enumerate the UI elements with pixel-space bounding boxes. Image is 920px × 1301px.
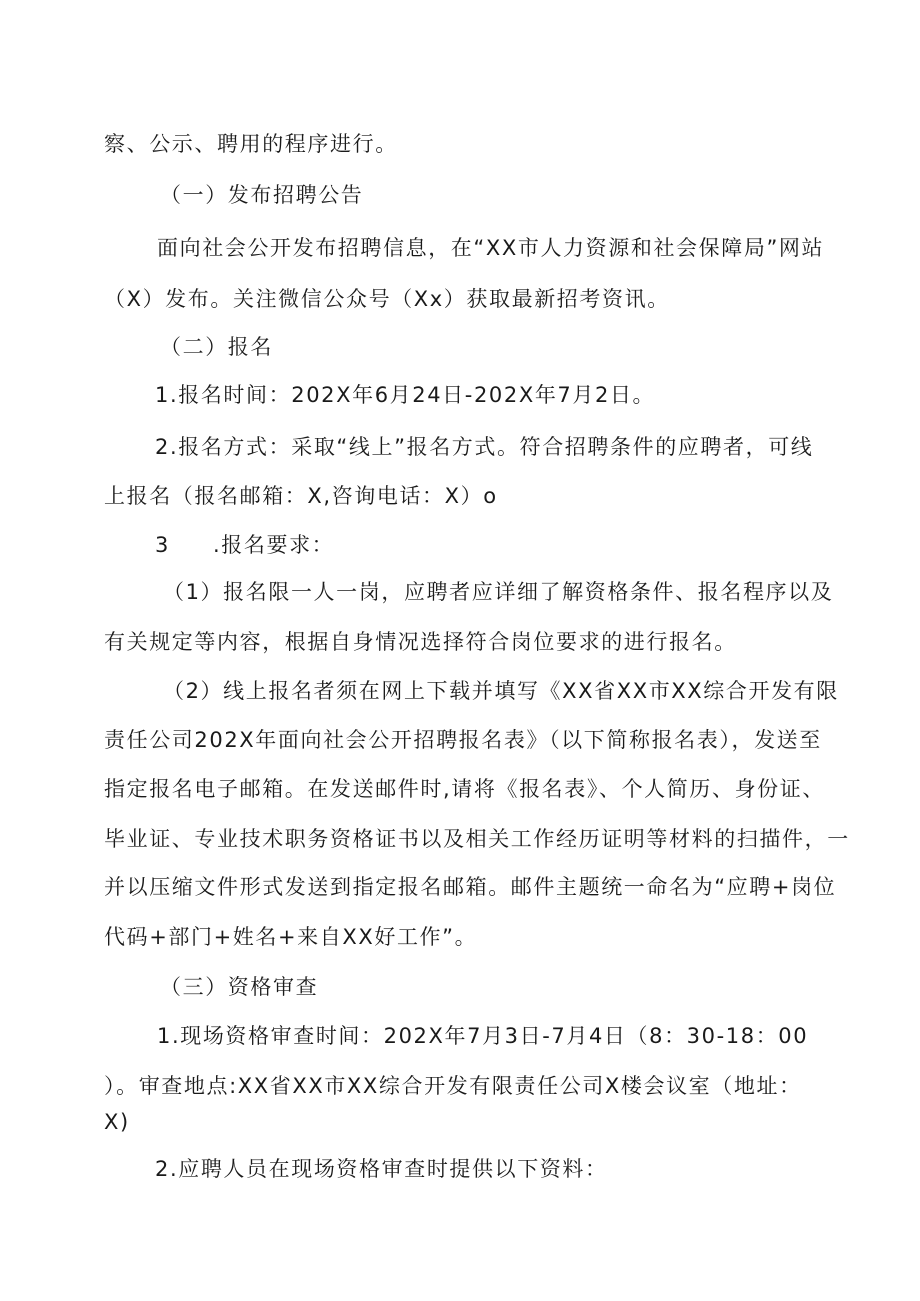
section-heading-1: （一）发布招聘公告	[160, 183, 364, 207]
list-item: 2.应聘人员在现场资格审查时提供以下资料：	[155, 1157, 608, 1181]
list-item: 1.报名时间：202X年6月24日-202X年7月2日。	[155, 383, 656, 407]
paragraph-line: 上报名（报名邮箱：X,咨询电话：X）o	[104, 484, 498, 508]
section-heading-2: （二）报名	[160, 335, 273, 359]
paragraph-line: X)	[104, 1110, 130, 1134]
paragraph-line: 察、公示、聘用的程序进行。	[104, 132, 398, 156]
paragraph-line: 有关规定等内容，根据自身情况选择符合岗位要求的进行报名。	[104, 630, 737, 654]
section-heading-3: （三）资格审查	[160, 975, 319, 999]
list-item: 1.现场资格审查时间：202X年7月3日-7月4日（8：30-18：00	[157, 1024, 809, 1048]
list-item: 2.报名方式：采取“线上”报名方式。符合招聘条件的应聘者，可线	[155, 435, 814, 459]
paragraph-line: 责任公司202X年面向社会公开招聘报名表》（以下简称报名表），发送至	[104, 728, 822, 752]
sub-item: （2）线上报名者须在网上下载并填写《XX省XX市XX综合开发有限	[163, 679, 839, 703]
sub-item: （1）报名限一人一岗，应聘者应详细了解资格条件、报名程序以及	[163, 580, 834, 604]
list-item-text: .报名要求：	[213, 533, 335, 557]
paragraph-line: 面向社会公开发布招聘信息，在“XX市人力资源和社会保障局”网站	[157, 236, 825, 260]
paragraph-line: 并以压缩文件形式发送到指定报名邮箱。邮件主题统一命名为“应聘+岗位	[104, 875, 837, 899]
list-item	[155, 530, 334, 560]
list-number: 3	[155, 533, 170, 557]
paragraph-line: 毕业证、专业技术职务资格证书以及相关工作经历证明等材料的扫描件，一	[104, 827, 850, 851]
paragraph-line: 代码+部门+姓名+来自XX好工作”。	[104, 925, 478, 949]
paragraph-line: ）。审查地点:XX省XX市XX综合开发有限责任公司X楼会议室（地址：	[104, 1074, 802, 1098]
paragraph-line: （X）发布。关注微信公众号（Xx）获取最新招考资讯。	[104, 287, 670, 311]
paragraph-line: 指定报名电子邮箱。在发送邮件时,请将《报名表》、个人简历、身份证、	[104, 777, 825, 801]
